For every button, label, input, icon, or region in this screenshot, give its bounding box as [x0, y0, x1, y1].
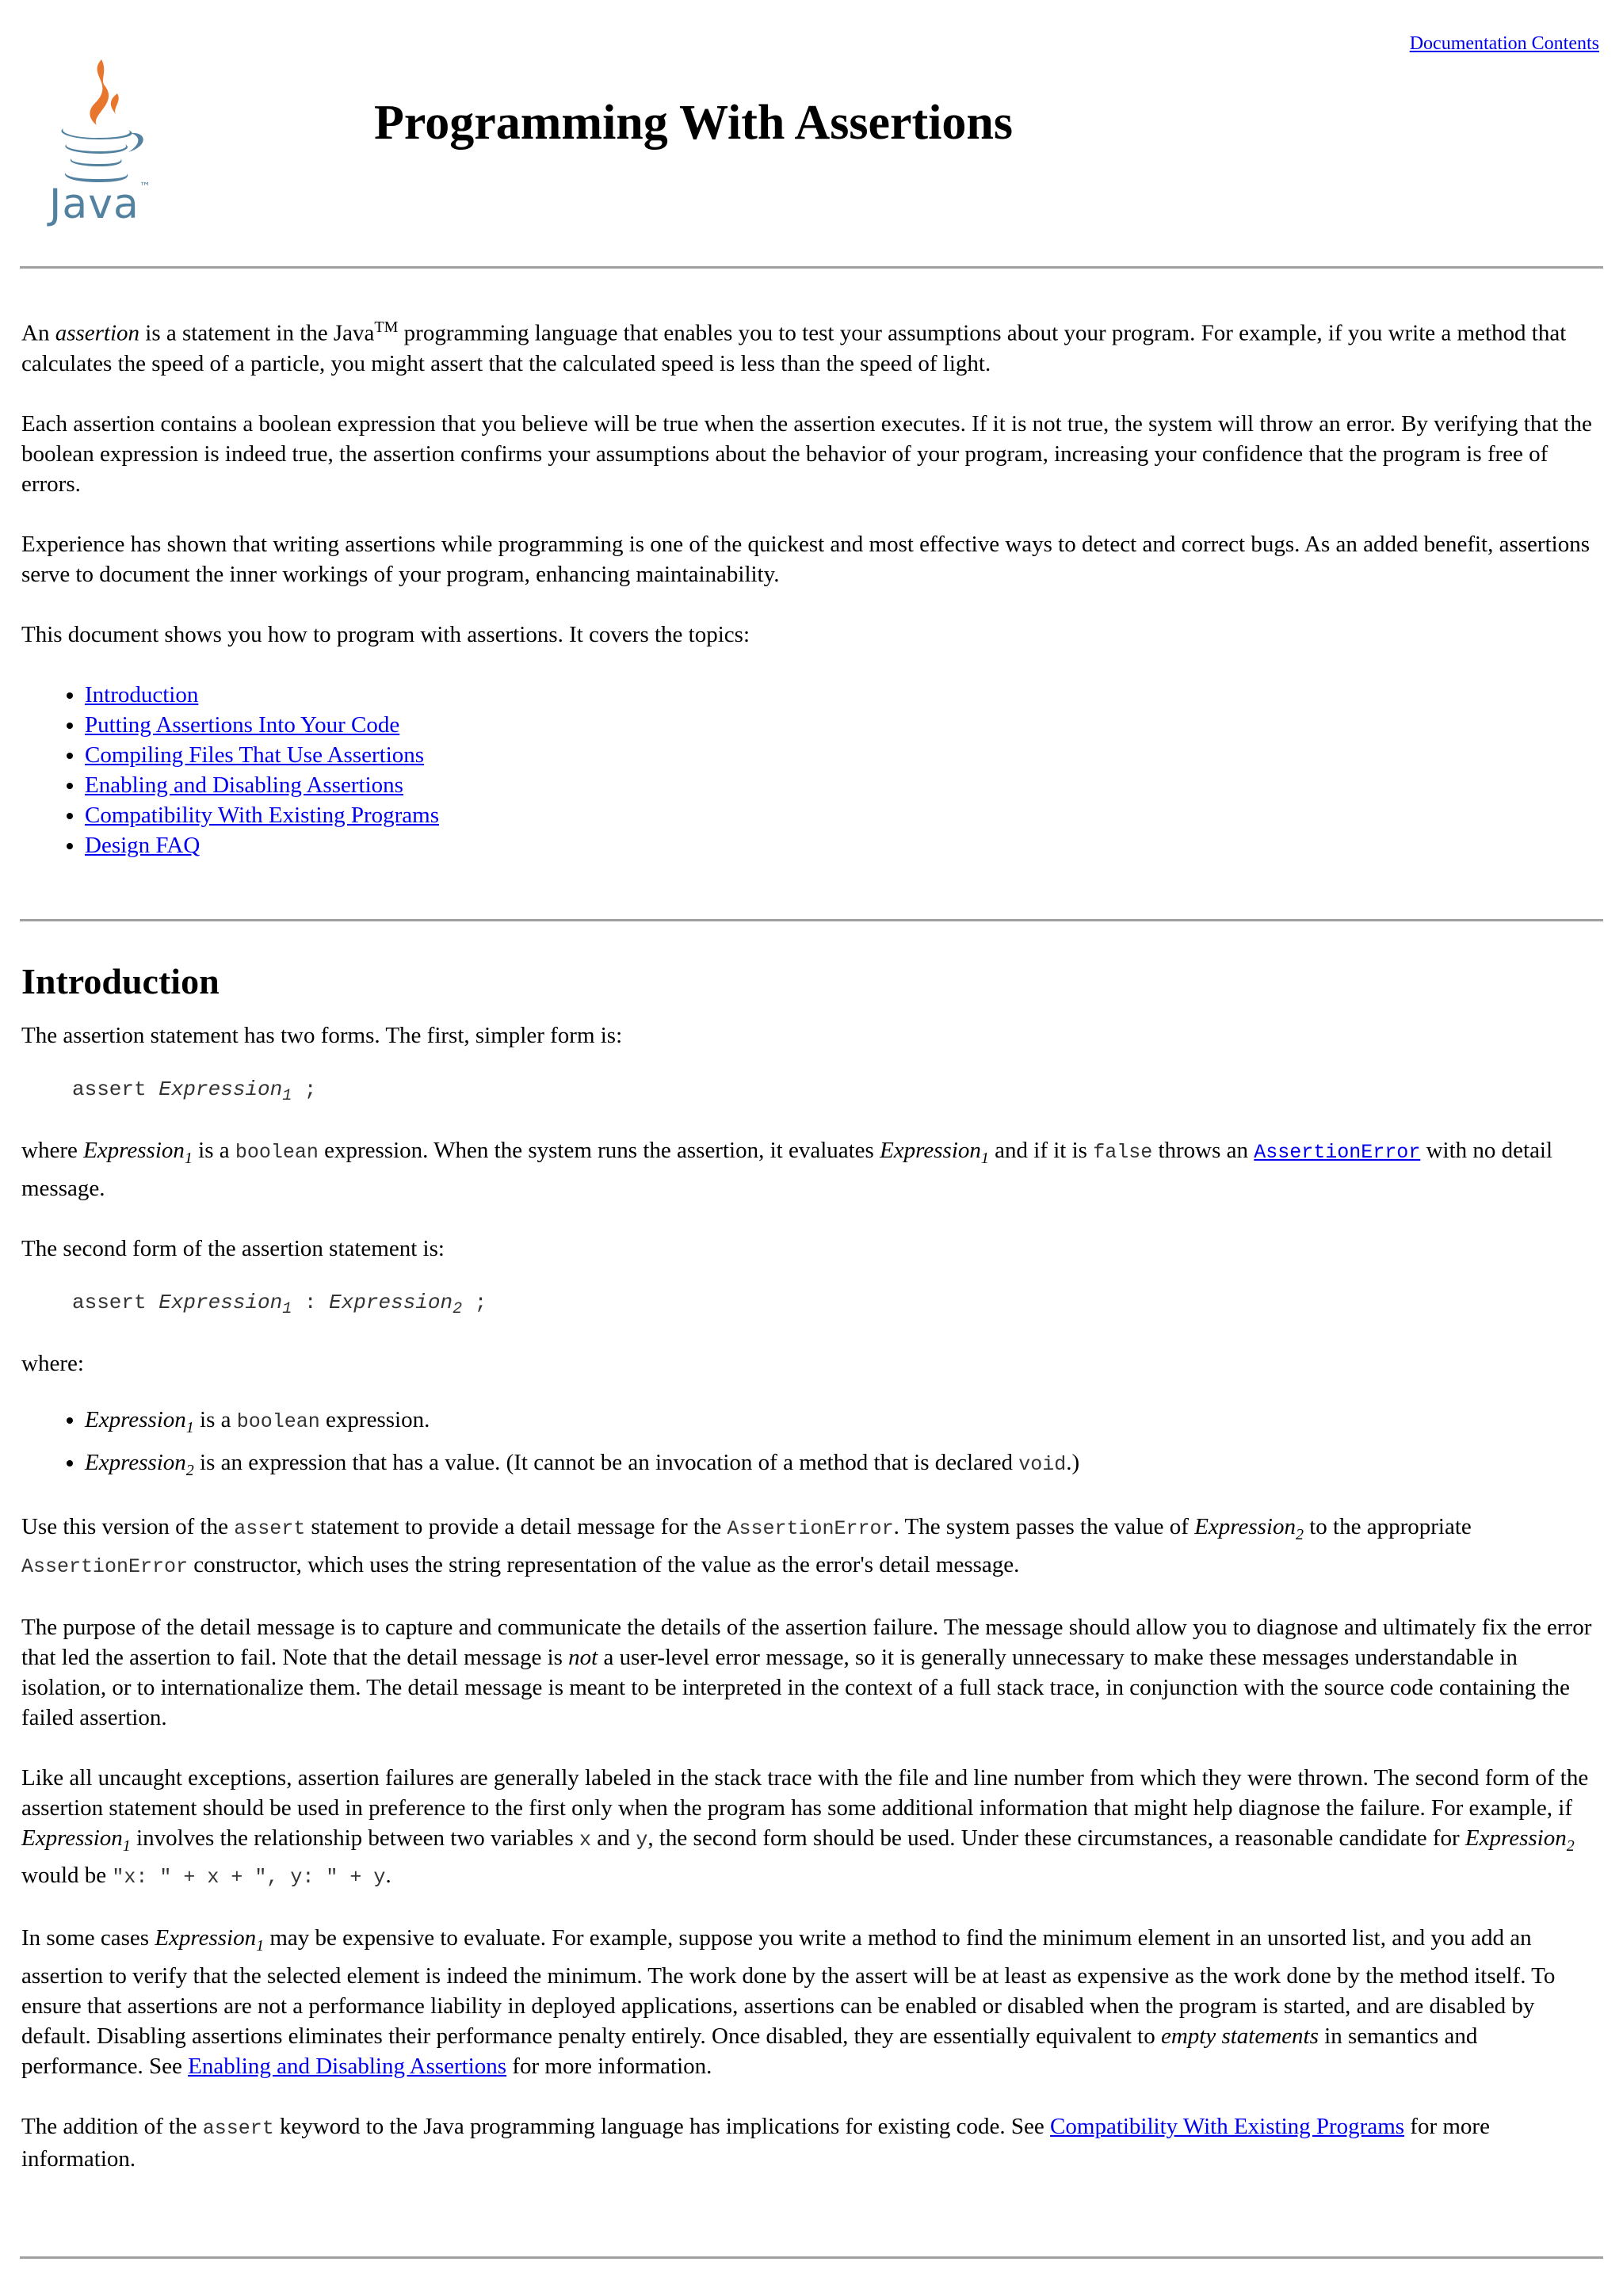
toc-link-introduction[interactable]: Introduction	[85, 681, 199, 707]
section-paragraph-5: The purpose of the detail message is to capture and communicate the details of the assertion failure. The message should allow you to diagnose and ultimately fix the error that led the assertion to fail. Note that the detail message is not a user-level error message, so it is generally unnecessary to make these messages understandable in isolation, or to internationalize them. The detail message is meant to be interpreted in the context of a full stack trace, in conjunction with the source code containing the failed assertion.	[21, 1614, 1592, 1730]
section-paragraph-7: In some cases Expression$_1$ may be expensive to evaluate. For example, suppose you write a method to find the minimum element in an unsorted list, and you add an assertion to verify that the selected element is indeed the minimum. The work done by the assert will be at least as expensive as the work done by the method itself. To ensure that assertions are not a performance liability in deployed applications, assertions can be enabled or disabled when the program is started, and are disabled by default. Disabling assertions eliminates their performance penalty entirely. Once disabled, they are essentially equivalent to empty statements in semantics and performance. See Enabling and Disabling Assertions for more information.	[21, 1925, 1556, 2080]
intro-paragraph-1: An assertion is a statement in the Java™ programming language that enables you to test your assumptions about your program. For example, if you write a method that calculates the speed of a particle, you might assert that the calculated speed is less than the speed of light.	[21, 318, 1567, 376]
list-item: • Expression$_1$ is a boolean expression.	[85, 1402, 1605, 1445]
code-block-form-2: assert Expression$_1$ : Expression$_2$ ;	[72, 1290, 487, 1319]
expression-list	[21, 1402, 1605, 1488]
toc-link-design-faq[interactable]: Design FAQ	[85, 832, 200, 858]
list-item	[85, 770, 1605, 800]
intro-paragraph-3: Experience has shown that writing assertions while programming is one of the quickest and most effective ways to detect and correct bugs. As an added benefit, assertions serve to document the inner workings of your program, enhancing maintainability.	[21, 531, 1590, 587]
section-paragraph-1: The assertion statement has two forms. The first, simpler form is:	[21, 1023, 623, 1048]
section-paragraph-6: Like all uncaught exceptions, assertion failures are generally labeled in the stack trace with the file and line number from which they were thrown. The second form of the assertion statement should be used in preference to the first only when the program has some additional information that might help diagnose the failure. For example, if Expression$_1$ involves the relationship between two variables x and y, the second form should be used. Under these circumstances, a reasonable candidate for Expression$_2$ would be "x: " + x + ", y: " + y.	[21, 1764, 1589, 1890]
page-title: Programming With Assertions	[374, 96, 1014, 150]
where-label: where:	[21, 1351, 84, 1377]
list-item	[85, 740, 1605, 770]
assertionerror-link[interactable]: AssertionError	[1254, 1141, 1421, 1165]
list-item	[85, 830, 1605, 860]
enabling-disabling-link[interactable]: Enabling and Disabling Assertions	[188, 2054, 507, 2080]
section-paragraph-8: The addition of the assert keyword to the Java programming language has implications for existing code. See Compatibility With Existing Programs for more information.	[21, 2114, 1490, 2172]
list-item	[85, 710, 1605, 740]
documentation-contents-link[interactable]: Documentation Contents	[1409, 33, 1599, 54]
list-item	[85, 680, 1605, 710]
java-logo-wordmark: Java™	[49, 181, 151, 228]
code-block-form-1: assert Expression$_1$ ;	[72, 1077, 317, 1106]
section-paragraph-3: The second form of the assertion statement is:	[21, 1235, 445, 1261]
topics-list	[21, 680, 1605, 860]
toc-link-compatibility[interactable]: Compatibility With Existing Programs	[85, 802, 439, 828]
toc-link-compiling-files[interactable]: Compiling Files That Use Assertions	[85, 742, 425, 768]
divider-top	[20, 266, 1603, 269]
divider-middle	[20, 919, 1603, 921]
list-item	[85, 800, 1605, 830]
java-logo	[40, 55, 158, 226]
list-item: • Expression$_2$ is an expression that has a value. (It cannot be an invocation of a method that is declared void.)	[85, 1445, 1605, 1488]
divider-bottom	[20, 2256, 1603, 2259]
compatibility-link[interactable]: Compatibility With Existing Programs	[1050, 2114, 1405, 2140]
intro-paragraph-2: Each assertion contains a boolean expression that you believe will be true when the assertion executes. If it is not true, the system will throw an error. By verifying that the boolean expression is indeed true, the assertion confirms your assumptions about the behavior of your program, increasing your confidence that the program is free of errors.	[21, 410, 1592, 497]
intro-paragraph-4: This document shows you how to program with assertions. It covers the topics:	[21, 621, 750, 647]
intro-content	[21, 312, 1605, 860]
toc-link-enabling-disabling[interactable]: Enabling and Disabling Assertions	[85, 772, 403, 798]
introduction-section	[21, 960, 1605, 2174]
section-paragraph-4: Use this version of the assert statement to provide a detail message for the AssertionError. The system passes the value of Expression$_2$ to the appropriate AssertionError constructor, which uses the string representation of the value as the error's detail message.	[21, 1513, 1472, 1578]
section-paragraph-2: where Expression$_1$ is a boolean expression. When the system runs the assertion, it evaluates Expression$_1$ and if it is false throws an AssertionError with no detail message.	[21, 1138, 1553, 1201]
section-heading-introduction: Introduction	[21, 961, 220, 1001]
toc-link-putting-assertions[interactable]: Putting Assertions Into Your Code	[85, 711, 400, 738]
